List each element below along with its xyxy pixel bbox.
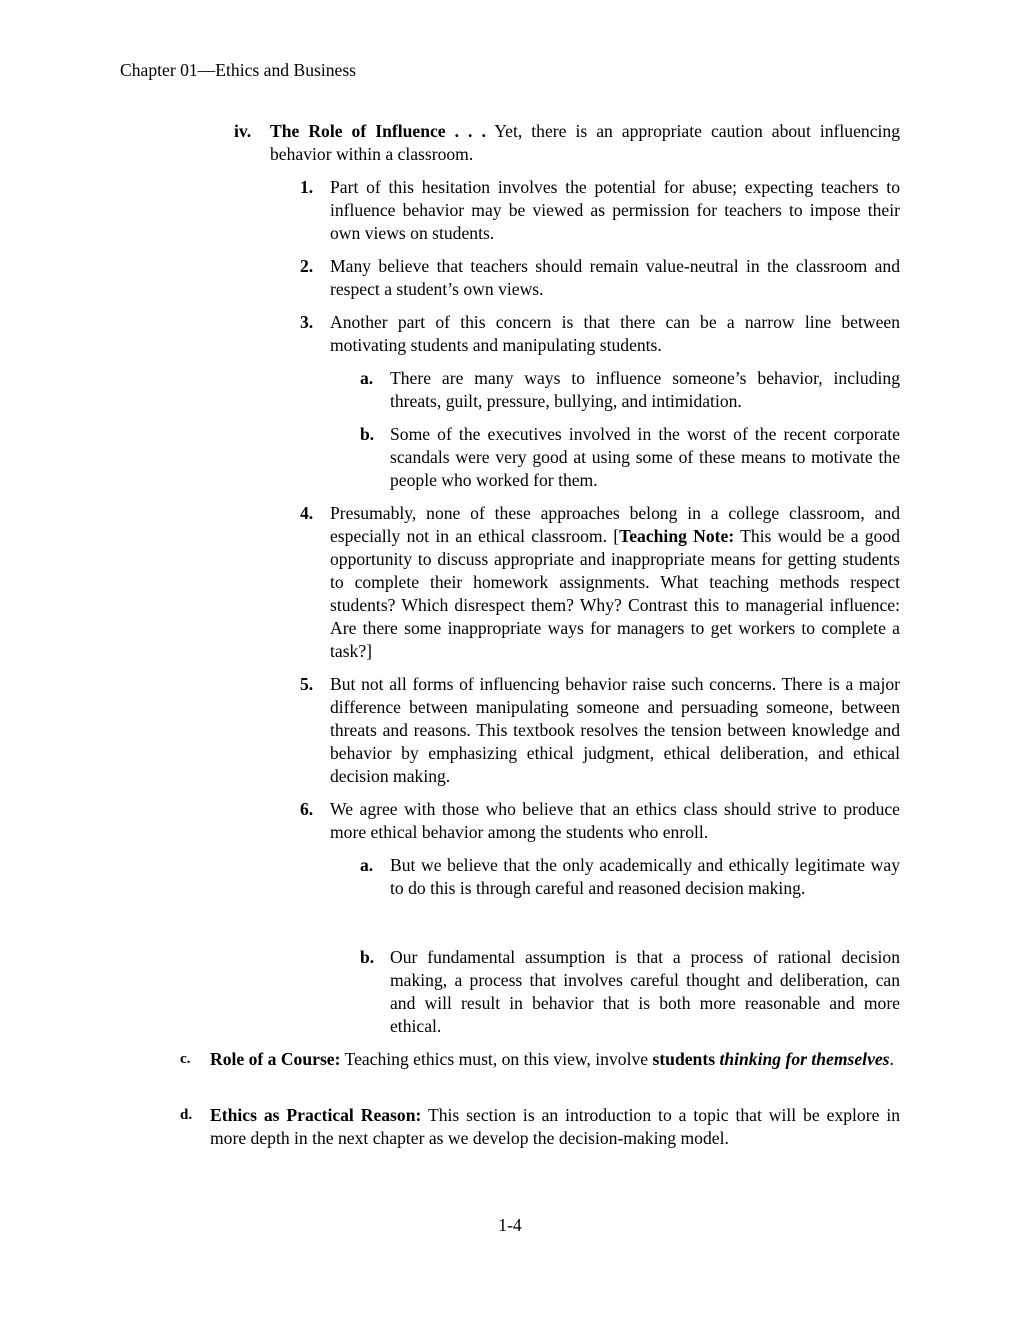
list-item-text: Part of this hesitation involves the potential for abuse; expecting teachers to influence behavior may be viewed as permission for teachers to impose their own views on students. xyxy=(330,177,900,243)
sub-item-marker: a. xyxy=(360,368,374,388)
list-item-text: We agree with those who believe that an ethics class should strive to produce more ethical behavior among the students who enroll. xyxy=(330,799,900,842)
section-d-text: This section is an introduction to a topic that will be explore in more depth in the next chapter as we develop the decision-making model. xyxy=(210,1105,901,1148)
list-item-3 xyxy=(300,311,900,357)
sub-item-6a xyxy=(360,854,900,900)
sub-item-text: But we believe that the only academically and ethically legitimate way to do this is through careful and reasoned decision making. xyxy=(390,855,900,898)
list-item-marker: 1. xyxy=(300,177,314,197)
list-item-text: Another part of this concern is that there can be a narrow line between motivating students and manipulating students. xyxy=(330,312,900,355)
list-item-text: Many believe that teachers should remain value-neutral in the classroom and respect a student’s own views. xyxy=(330,256,900,299)
sub-item-marker: a. xyxy=(360,855,374,875)
sub-item-3b xyxy=(360,423,900,492)
sub-item-6b xyxy=(360,946,900,1038)
sub-item-text: Some of the executives involved in the worst of the recent corporate scandals were very good at using some of these means to motivate the people who worked for them. xyxy=(390,424,900,490)
section-iv xyxy=(234,120,900,166)
section-d-marker: d. xyxy=(180,1107,193,1123)
sub-item-marker: b. xyxy=(360,947,375,967)
section-iv-heading: The Role of Influence . . . xyxy=(270,121,486,141)
section-iv-text: Yet, there is an appropriate caution about influencing behavior within a classroom. xyxy=(270,121,900,164)
section-c-emphasis: thinking for themselves xyxy=(715,1049,890,1069)
list-item-text: But not all forms of influencing behavior raise such concerns. There is a major difference between manipulating someone and persuading someone, between threats and reasons. This textbook resolves the tension between knowledge and behavior by emphasizing ethical judgment, ethical deliberation, and ethical decision making. xyxy=(330,674,900,786)
section-c-text: Teaching ethics must, on this view, involve xyxy=(340,1049,653,1069)
page-number: 1-4 xyxy=(498,1215,522,1235)
section-c-marker: c. xyxy=(180,1051,191,1067)
sub-item-3a xyxy=(360,367,900,413)
list-item-text: Presumably, none of these approaches belong in a college classroom, and especially not in an ethical classroom. [ xyxy=(330,503,900,546)
list-item-marker: 3. xyxy=(300,312,314,332)
sub-item-text: There are many ways to influence someone’s behavior, including threats, guilt, pressure, bullying, and intimidation. xyxy=(390,368,900,411)
section-iv-marker: iv. xyxy=(234,121,252,141)
section-d-heading: Ethics as Practical Reason: xyxy=(210,1105,422,1125)
sub-item-text: Our fundamental assumption is that a process of rational decision making, a process that involves careful thought and deliberation, can and will result in behavior that is both more reasonable and more ethical. xyxy=(390,947,900,1036)
list-item-4 xyxy=(300,502,900,663)
list-item-marker: 5. xyxy=(300,674,314,694)
list-item-5 xyxy=(300,673,900,788)
teaching-note-text: This would be a good opportunity to discuss appropriate and inappropriate means for getting students to complete their homework assignments. What teaching methods respect students? Which disrespect them? Why? Contrast this to managerial influence: Are there some inappropriate ways for managers to get workers to complete a task?] xyxy=(330,526,900,661)
list-item-marker: 2. xyxy=(300,256,314,276)
teaching-note-label: Teaching Note: xyxy=(619,526,735,546)
section-c-end: . xyxy=(889,1049,894,1069)
section-c xyxy=(180,1048,900,1071)
list-item-marker: 4. xyxy=(300,503,314,523)
list-item-6 xyxy=(300,798,900,844)
sub-item-marker: b. xyxy=(360,424,375,444)
section-c-bold-word: students xyxy=(652,1049,716,1069)
list-item-1 xyxy=(300,176,900,245)
page-header: Chapter 01—Ethics and Business xyxy=(120,60,357,80)
section-d xyxy=(180,1104,901,1150)
list-item-2 xyxy=(300,255,900,301)
section-c-heading: Role of a Course: xyxy=(210,1049,341,1069)
list-item-marker: 6. xyxy=(300,799,314,819)
